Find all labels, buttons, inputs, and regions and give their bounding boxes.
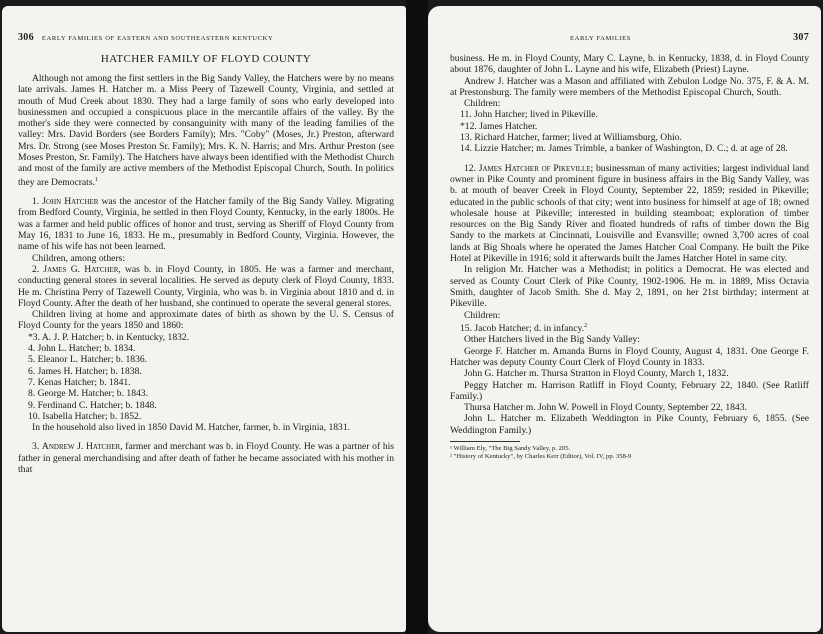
- other-hatcher-entry: John L. Hatcher m. Elizabeth Weddington in Pike County, February 6, 1855. (See Weddington Family.): [450, 413, 809, 436]
- children-label: Children:: [464, 309, 501, 321]
- other-hatchers-label: Other Hatchers lived in the Big Sandy Valley:: [464, 334, 640, 346]
- running-title: EARLY FAMILIES: [570, 35, 632, 42]
- footnote-marker: 2: [584, 322, 588, 329]
- list-item: 9. Ferdinand C. Hatcher; b. 1848.: [28, 399, 157, 411]
- children-among-label: Children, among others:: [32, 252, 125, 264]
- intro-paragraph: Although not among the first settlers in the Big Sandy Valley, the Hatchers were by no means late arrivals. James H. Hatcher m. a Miss Peery of Tazewell County, Virginia, and settled at mouth of Mud Creek about 1830. They had a large family of sons who early developed into businessmen and occupied a conspicuous place in the mercantile affairs of the valley. By the mother's side they were connected by consanguinity with many of the leading families of the valley: Mrs. David Borders (see Borders Family); Mrs. "Coby" (Moses, Jr.) Preston, afterward Mrs. Dr. Strong (see Moses Preston Sr. Family); Mrs. K. N. Harris; and Mrs. Arthur Preston (see Moses Preston, Sr. Family). The Hatchers have always been identified with the Methodist Church and most of the family are active members of the Methodist Episcopal Church, South. In politics they are Democrats.$^1$: [18, 73, 394, 188]
- footnote: ² "History of Kentucky", by Charles Kerr (Editor), Vol. IV, pp. 358-9: [450, 452, 632, 460]
- list-item: 8. George M. Hatcher; b. 1843.: [28, 388, 148, 400]
- list-item: 11. John Hatcher; lived in Pikeville.: [460, 109, 598, 121]
- page-number: 306: [18, 32, 34, 43]
- entry-1-paragraph: 1. John Hatcher was the ancestor of the Hatcher family of the Big Sandy Valley. Migrating from Bedford County, Virginia, he settled in then Floyd County, Kentucky, in the early 1800s. He was a farmer and held public offices of honor and trust, serving as Sheriff of Floyd County from May 16, 1831 to June 16, 1833. He m., presumably in Bedford County, Virginia. However, the name of his wife has not been learned.: [18, 196, 395, 253]
- list-item: 5. Eleanor L. Hatcher; b. 1836.: [28, 354, 148, 366]
- footnote: ¹ William Ely, "The Big Sandy Valley, p. 205.: [450, 444, 571, 452]
- other-hatcher-entry: George F. Hatcher m. Amanda Burns in Floyd County, August 4, 1831. One George F. Hatcher was deputy County Court Clerk of Floyd County in 1833.: [450, 345, 809, 368]
- list-item: 13. Richard Hatcher, farmer; lived at Williamsburg, Ohio.: [460, 132, 682, 144]
- other-hatcher-entry: Thursa Hatcher m. John W. Powell in Floyd County, September 22, 1843.: [464, 402, 747, 414]
- entry-2-paragraph: 2. James G. Hatcher, was b. in Floyd County, in 1805. He was a farmer and merchant, conducting general stores in several localities. He served as deputy clerk of Floyd County, 1833. He m. Christina Perry of Tazewell County, Virginia, who was b. in Virginia about 1810 and d. in Floyd County. After the death of her husband, she continued to operate the several general stores.: [18, 263, 394, 309]
- list-item: 4. John L. Hatcher; b. 1834.: [28, 343, 136, 355]
- left-page: [2, 6, 406, 632]
- census-paragraph: Children living at home and approximate dates of birth as shown by the U. S. Census of Floyd County for the years 1850 and 1860:: [18, 309, 394, 332]
- entry-3-name: Andrew J. Hatcher: [41, 441, 121, 453]
- list-item: 6. James H. Hatcher; b. 1838.: [28, 365, 142, 377]
- running-head: [18, 32, 394, 43]
- entry-1-name: John Hatcher: [42, 196, 99, 208]
- entry-12-name: James Hatcher of Pikeville: [478, 162, 591, 174]
- entry-12-paragraph: 12. James Hatcher of Pikeville; businessman of many activities; largest individual land owner in Pike County and prominent figure in business affairs in the Big Sandy Valley, was b. at mouth of beaver Creek in Floyd County, September 22, 1859; resided in Pikeville; educated in the public schools of that city; went into business for himself at age of 18; owned wholesale house at Pikeville; interested in building steamboat; exploration of timber resources on the Big Sandy River and floated hundreds of rafts of timber down the Big Sandy to the markets at Cincinnati, Louisville and Evansville; owned 3,700 acres of coal lands at Big Shoals where he operated the James Hatcher Coal Company. He built the Pike Hotel at Pikeville in 1916; sold it afterwards built the James Hatcher Hotel in same city.: [450, 162, 809, 265]
- footnote-rule: [450, 441, 520, 442]
- right-page: [428, 6, 821, 632]
- household-paragraph: In the household also lived in 1850 David M. Hatcher, farmer, b. in Virginia, 1831.: [32, 422, 351, 434]
- other-hatcher-entry: John G. Hatcher m. Thursa Stratton in Floyd County, March 1, 1832.: [464, 368, 729, 380]
- religion-paragraph: In religion Mr. Hatcher was a Methodist; in politics a Democrat. He was elected and served as County Court Clerk of Pike County, 1902-1906. He m. in 1889, Miss Octavia Smith, daughter of Jacob Smith. She d. May 2, 1891, on her 21st birthday; interment at Pikeville.: [450, 264, 809, 310]
- running-head: [450, 32, 809, 43]
- list-item: *3. A. J. P. Hatcher; b. in Kentucky, 1832.: [28, 331, 190, 343]
- chapter-title: HATCHER FAMILY OF FLOYD COUNTY: [100, 53, 312, 65]
- list-item: *12. James Hatcher.: [460, 120, 538, 132]
- other-hatcher-entry: Peggy Hatcher m. Harrison Ratliff in Floyd County, February 22, 1840. (See Ratliff Family.): [450, 379, 809, 402]
- entry-2-name: James G. Hatcher: [43, 263, 119, 275]
- children-label: Children:: [464, 98, 501, 110]
- list-item: 15. Jacob Hatcher; d. in infancy.$^2$: [460, 322, 588, 335]
- mason-paragraph: Andrew J. Hatcher was a Mason and affiliated with Zebulon Lodge No. 375, F. & A. M. at Prestonsburg. The family were members of the Methodist Episcopal Church, South.: [450, 75, 809, 98]
- running-title: EARLY FAMILIES OF EASTERN AND SOUTHEASTERN KENTUCKY: [41, 35, 274, 42]
- book-gutter: [406, 0, 428, 634]
- list-item: 10. Isabella Hatcher; b. 1852.: [28, 410, 142, 422]
- list-item: 14. Lizzie Hatcher; m. James Trimble, a banker of Washington, D. C.; d. at age of 28.: [460, 143, 788, 155]
- page-number: 307: [793, 32, 809, 43]
- continuation-paragraph: business. He m. in Floyd County, Mary C. Layne, b. in Kentucky, 1838, d. in Floyd County about 1876, daughter of John L. Layne and his wife, Elizabeth (Priest) Layne.: [450, 53, 809, 76]
- footnote-marker: 1: [94, 176, 98, 183]
- list-item: 7. Kenas Hatcher; b. 1841.: [28, 376, 131, 388]
- entry-3-paragraph: 3. Andrew J. Hatcher, farmer and merchant was b. in Floyd County. He was a partner of his father in general merchandising and after death of father he became associated with his mother in that: [18, 441, 395, 475]
